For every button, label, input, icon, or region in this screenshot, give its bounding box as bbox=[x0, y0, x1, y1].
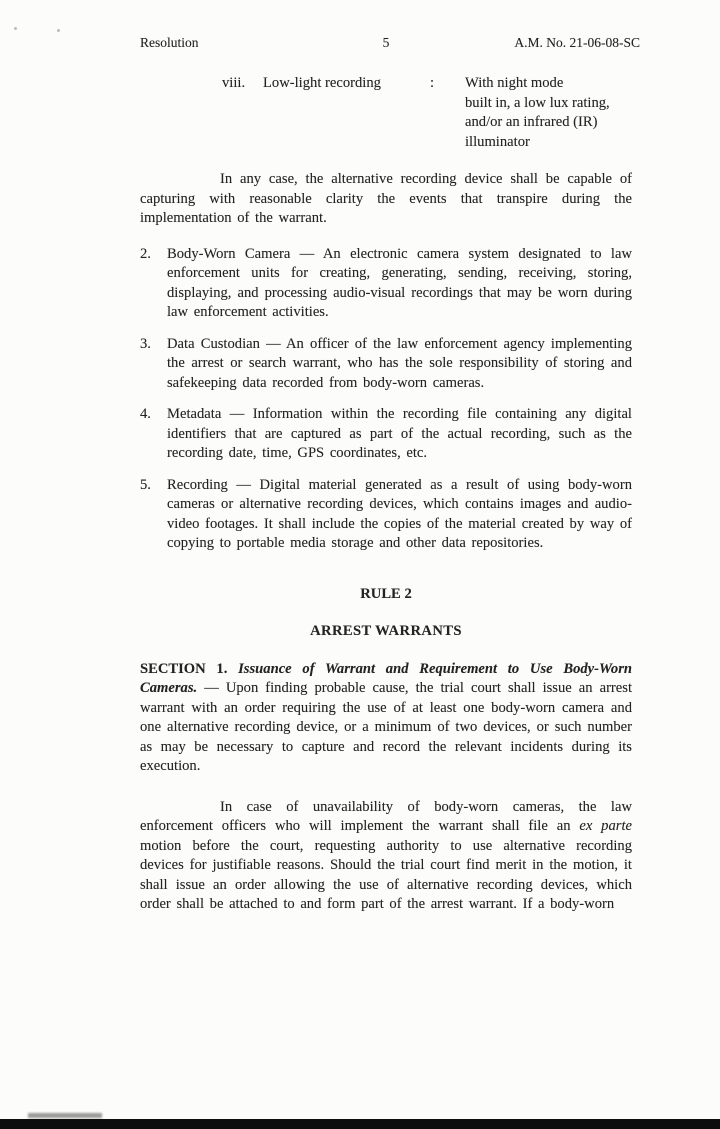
rule-heading: RULE 2 bbox=[360, 585, 412, 602]
spec-value-line: built in, a low lux rating, bbox=[465, 94, 610, 111]
bottom-bar bbox=[0, 1119, 720, 1129]
closing-text-before: In case of unavailability of body-worn cameras, the law enforcement officers who will implement the warrant shall file an bbox=[140, 798, 632, 834]
spec-label: Low-light recording bbox=[263, 75, 381, 91]
spec-value bbox=[465, 74, 632, 152]
rule-title: ARREST WARRANTS bbox=[310, 623, 462, 639]
closing-paragraph bbox=[140, 798, 632, 915]
item-number: 5. bbox=[140, 476, 151, 493]
item-text: Body-Worn Camera — An electronic camera system designated to law enforcement units for creating, generating, sending, receiving, storing, displaying, and processing audio-visual recordings that may be worn during law enforcement activities. bbox=[167, 245, 632, 320]
item-number: 2. bbox=[140, 245, 151, 262]
paragraph-any-case: In any case, the alternative recording device shall be capable of capturing with reasonable clarity the events that transpire during the implementation of the warrant. bbox=[140, 171, 632, 226]
page-header bbox=[140, 33, 640, 52]
italic-term: ex parte bbox=[579, 818, 632, 834]
section-body: — Upon finding probable cause, the trial court shall issue an arrest warrant with an order requiring the use of at least one body-worn camera and one alternative recording device, or a minimum of two devices, or such number as may be necessary to capture and record the relevant incidents during its execution. bbox=[140, 680, 632, 774]
scan-smudge bbox=[28, 1113, 102, 1118]
section-title: Issuance of Warrant and Requirement to Use Body-Worn Cameras. bbox=[140, 660, 632, 696]
item-text: Data Custodian — An officer of the law enforcement agency implementing the arrest or search warrant, who has the sole responsibility of storing and safekeeping data recorded from body-worn cameras. bbox=[167, 335, 632, 391]
definition-item bbox=[140, 405, 632, 464]
page-content bbox=[140, 33, 640, 915]
page-number: 5 bbox=[382, 35, 390, 50]
section-label: SECTION 1. bbox=[140, 660, 228, 677]
spec-value-line: and/or an infrared (IR) bbox=[465, 114, 598, 130]
closing-text-after: motion before the court, requesting authority to use alternative recording devices for justifiable reasons. Should the trial court find merit in the motion, it shall issue an order allowing the use of alternative recording devices, which order shall be attached to and form part of the arrest warrant. If a body-worn bbox=[140, 837, 632, 912]
section-1-paragraph bbox=[140, 660, 632, 777]
spec-index: viii. bbox=[222, 75, 246, 91]
doc-type-label: Resolution bbox=[140, 35, 199, 50]
scan-speck bbox=[57, 29, 60, 32]
spec-value-line: With night mode bbox=[465, 75, 564, 91]
definition-item bbox=[140, 335, 632, 394]
definition-item bbox=[140, 476, 632, 554]
case-number: A.M. No. 21-06-08-SC bbox=[514, 35, 640, 50]
colon-separator: : bbox=[430, 75, 435, 91]
scan-speck bbox=[14, 27, 17, 30]
item-number: 4. bbox=[140, 406, 151, 422]
item-text: Metadata — Information within the recording file containing any digital identifiers that are captured as part of the actual recording, such as the recording date, time, GPS coordinates, etc. bbox=[167, 406, 632, 461]
spec-row-low-light bbox=[140, 74, 632, 152]
definitions-list bbox=[140, 245, 632, 554]
item-text: Recording — Digital material generated as a result of using body-worn cameras or alternative recording devices, which contains images and audio-video footages. It shall include the copies of the material created by way of copying to portable media storage and other data repositories. bbox=[167, 476, 632, 551]
definition-item bbox=[140, 245, 632, 323]
spec-value-line: illuminator bbox=[465, 133, 530, 150]
item-number: 3. bbox=[140, 335, 151, 352]
